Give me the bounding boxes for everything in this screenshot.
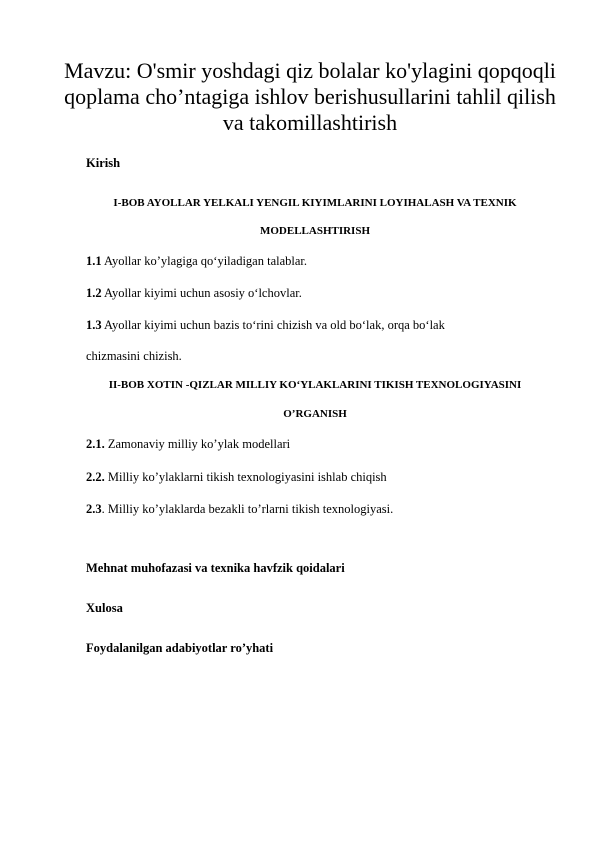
section-number: 1.3: [86, 318, 102, 332]
chapter1-heading-line1: I-BOB AYOLLAR YELKALI YENGIL KIYIMLARINI LOYIHALASH VA TEXNIK: [113, 197, 517, 209]
section-2-1: [86, 437, 290, 452]
chapter1-heading-line2: MODELLASHTIRISH: [259, 225, 371, 237]
section-text: Zamonaviy milliy ko’ylak modellari: [104, 437, 291, 451]
section-text: Milliy ko’ylaklarni tikish texnologiyasini ishlab chiqish: [104, 470, 387, 484]
section-text: . Milliy ko’ylaklarda bezakli to’rlarni tikish texnologiyasi.: [101, 502, 394, 516]
section-2-3: [86, 502, 393, 517]
conclusion-heading: Xulosa: [86, 601, 123, 615]
document-title: Mavzu: O'smir yoshdagi qiz bolalar ko'ylagini qopqoqli qoplama cho’ntagiga ishlov berishusullarini tahlil qilish va takomillashtirish: [64, 58, 556, 135]
section-number: 1.2: [86, 286, 102, 300]
section-1-2: [86, 286, 302, 301]
section-text: Ayollar kiyimi uchun asosiy o‘lchovlar.: [101, 286, 302, 300]
safety-heading: Mehnat muhofazasi va texnika havfzik qoidalari: [86, 561, 345, 575]
section-number: 2.1.: [86, 437, 105, 451]
section-text: Ayollar ko’ylagiga qo‘yiladigan talablar.: [101, 254, 308, 268]
section-1-3-continuation: chizmasini chizish.: [86, 349, 182, 363]
section-text: Ayollar kiyimi uchun bazis to‘rini chizish va old bo‘lak, orqa bo‘lak: [101, 318, 445, 332]
section-number: 2.2.: [86, 470, 105, 484]
chapter2-heading-line2: O’RGANISH: [283, 408, 347, 420]
section-2-2: [86, 470, 387, 485]
intro-heading: Kirish: [86, 156, 121, 170]
section-1-1: [86, 254, 307, 269]
section-number: 1.1: [86, 254, 102, 268]
chapter2-heading-line1: II-BOB XOTIN -QIZLAR MILLIY KO‘YLAKLARINI TIKISH TEXNOLOGIYASINI: [108, 379, 522, 391]
section-number: 2.3: [86, 502, 102, 516]
references-heading: Foydalanilgan adabiyotlar ro’yhati: [86, 641, 274, 655]
section-1-3: [86, 318, 445, 333]
